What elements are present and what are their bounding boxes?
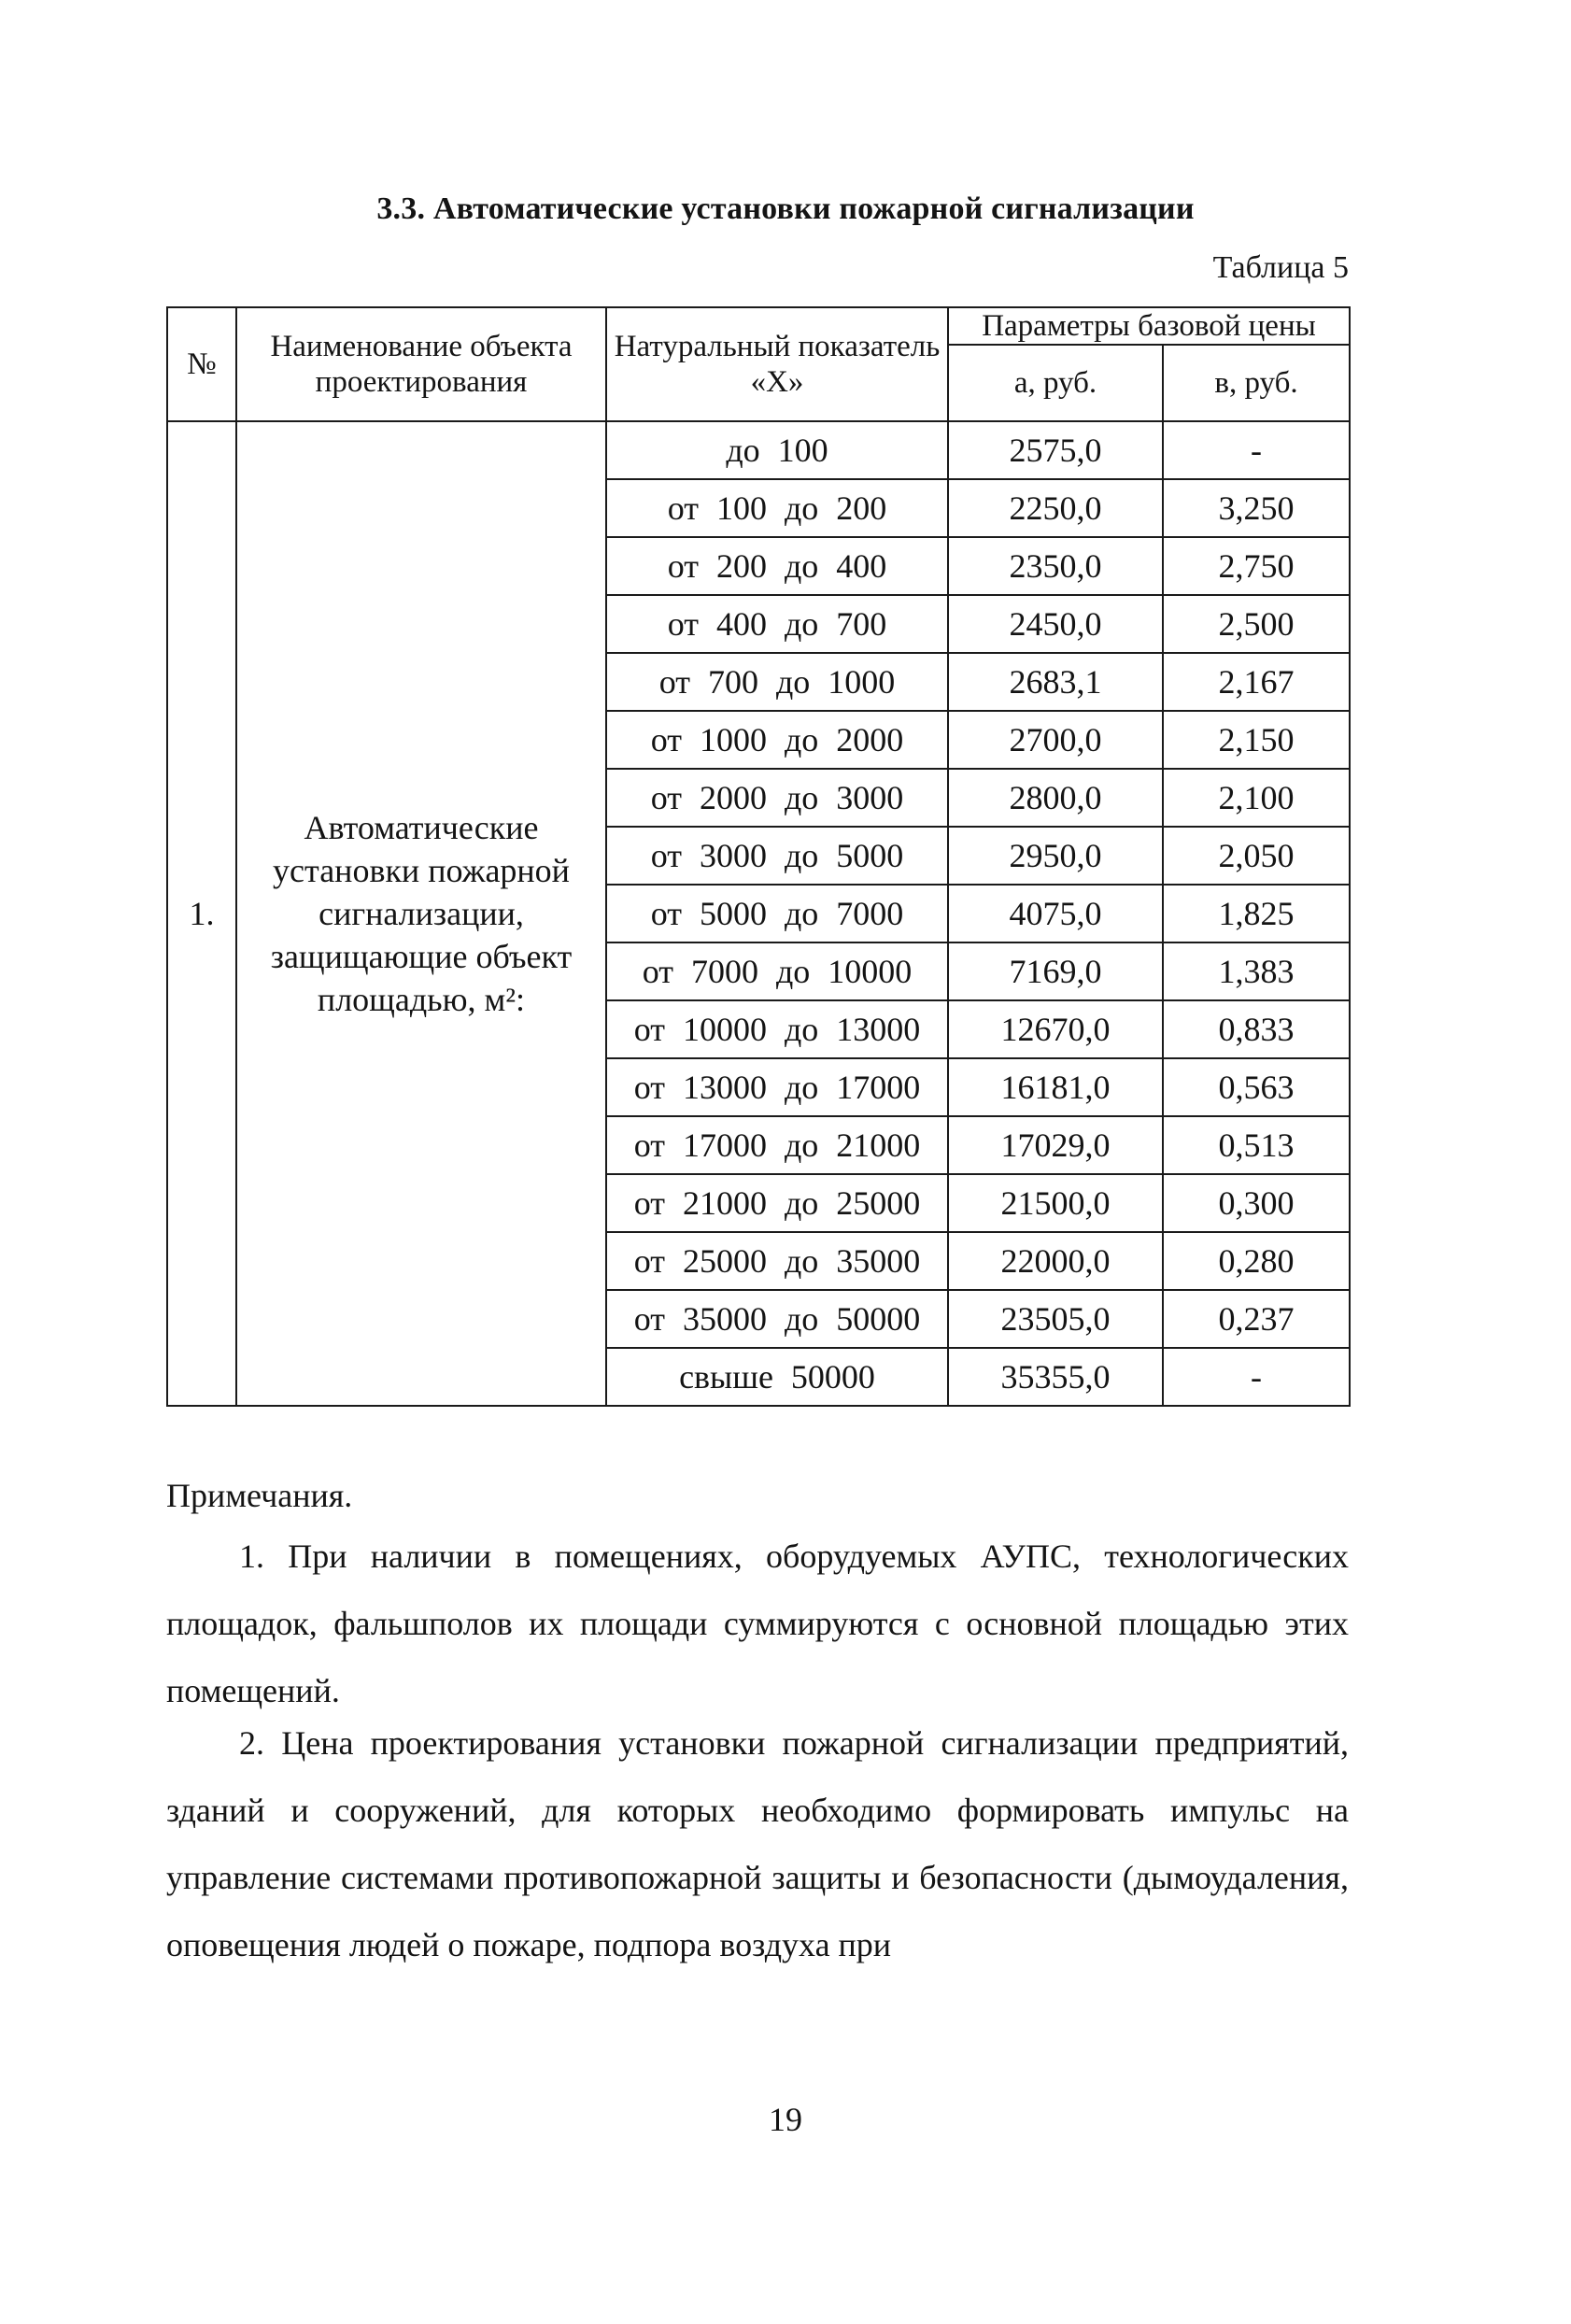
price-table — [166, 306, 1351, 1407]
section-title: 3.3. Автоматические установки пожарной сигнализации — [376, 191, 1195, 226]
indicator-cell: от 200 до 400 — [606, 537, 948, 595]
header-price-group: Параметры базовой цены — [948, 307, 1350, 345]
price-a-cell: 2450,0 — [948, 595, 1163, 653]
price-b-cell: 3,250 — [1163, 479, 1350, 537]
price-b-cell: 2,050 — [1163, 827, 1350, 885]
price-b-cell: 1,825 — [1163, 885, 1350, 942]
indicator-cell: свыше 50000 — [606, 1348, 948, 1406]
indicator-cell: от 2000 до 3000 — [606, 769, 948, 827]
price-b-cell: - — [1163, 1348, 1350, 1406]
price-a-cell: 17029,0 — [948, 1116, 1163, 1174]
price-a-cell: 21500,0 — [948, 1174, 1163, 1232]
price-b-cell: 0,563 — [1163, 1058, 1350, 1116]
indicator-cell: от 1000 до 2000 — [606, 711, 948, 769]
price-a-cell: 2700,0 — [948, 711, 1163, 769]
indicator-cell: от 3000 до 5000 — [606, 827, 948, 885]
note-2: 2. Цена проектирования установки пожарной сигнализации предприятий, зданий и сооружений, для которых необходимо формировать импульс на управление системами противопожарной защиты и безопасности (дымоудаления, оповещения людей о пожаре, подпора воздуха при — [166, 1724, 1349, 1963]
indicator-cell: от 7000 до 10000 — [606, 942, 948, 1000]
price-b-cell: 2,150 — [1163, 711, 1350, 769]
indicator-cell: от 400 до 700 — [606, 595, 948, 653]
table-header-row — [167, 307, 1350, 345]
price-b-cell: 0,237 — [1163, 1290, 1350, 1348]
object-name: Автоматические установки пожарной сигнализации, защищающие объект площадью, м²: — [236, 421, 606, 1406]
table-row — [167, 421, 1350, 479]
price-b-cell: 2,100 — [1163, 769, 1350, 827]
indicator-cell: от 100 до 200 — [606, 479, 948, 537]
header-no: № — [167, 307, 236, 421]
price-a-cell: 35355,0 — [948, 1348, 1163, 1406]
price-a-cell: 2800,0 — [948, 769, 1163, 827]
indicator-cell: от 17000 до 21000 — [606, 1116, 948, 1174]
indicator-cell: от 10000 до 13000 — [606, 1000, 948, 1058]
price-a-cell: 16181,0 — [948, 1058, 1163, 1116]
price-a-cell: 2350,0 — [948, 537, 1163, 595]
indicator-cell: от 700 до 1000 — [606, 653, 948, 711]
price-b-cell: 2,750 — [1163, 537, 1350, 595]
price-b-cell: 2,500 — [1163, 595, 1350, 653]
indicator-cell: от 5000 до 7000 — [606, 885, 948, 942]
price-a-cell: 2575,0 — [948, 421, 1163, 479]
price-b-cell: 2,167 — [1163, 653, 1350, 711]
price-a-cell: 2950,0 — [948, 827, 1163, 885]
indicator-cell: от 35000 до 50000 — [606, 1290, 948, 1348]
table-body — [167, 421, 1350, 1406]
price-b-cell: 1,383 — [1163, 942, 1350, 1000]
table-label: Таблица 5 — [1212, 250, 1349, 285]
price-b-cell: 0,833 — [1163, 1000, 1350, 1058]
indicator-cell: от 21000 до 25000 — [606, 1174, 948, 1232]
price-b-cell: 0,513 — [1163, 1116, 1350, 1174]
header-indicator: Натуральный показатель «Х» — [606, 307, 948, 421]
indicator-cell: от 13000 до 17000 — [606, 1058, 948, 1116]
price-a-cell: 12670,0 — [948, 1000, 1163, 1058]
header-b: в, руб. — [1163, 345, 1350, 421]
price-a-cell: 7169,0 — [948, 942, 1163, 1000]
price-b-cell: 0,280 — [1163, 1232, 1350, 1290]
price-a-cell: 4075,0 — [948, 885, 1163, 942]
price-a-cell: 2250,0 — [948, 479, 1163, 537]
price-a-cell: 22000,0 — [948, 1232, 1163, 1290]
notes-heading: Примечания. — [166, 1477, 353, 1514]
row-number: 1. — [167, 421, 236, 1406]
header-name: Наименование объекта проектирования — [236, 307, 606, 421]
header-a: а, руб. — [948, 345, 1163, 421]
price-a-cell: 2683,1 — [948, 653, 1163, 711]
indicator-cell: до 100 — [606, 421, 948, 479]
indicator-cell: от 25000 до 35000 — [606, 1232, 948, 1290]
price-b-cell: 0,300 — [1163, 1174, 1350, 1232]
price-b-cell: - — [1163, 421, 1350, 479]
page-number: 19 — [769, 2101, 802, 2138]
price-a-cell: 23505,0 — [948, 1290, 1163, 1348]
note-1: 1. При наличии в помещениях, оборудуемых АУПС, технологических площадок, фальшполов их площади суммируются с основной площадью этих помещений. — [166, 1538, 1349, 1709]
